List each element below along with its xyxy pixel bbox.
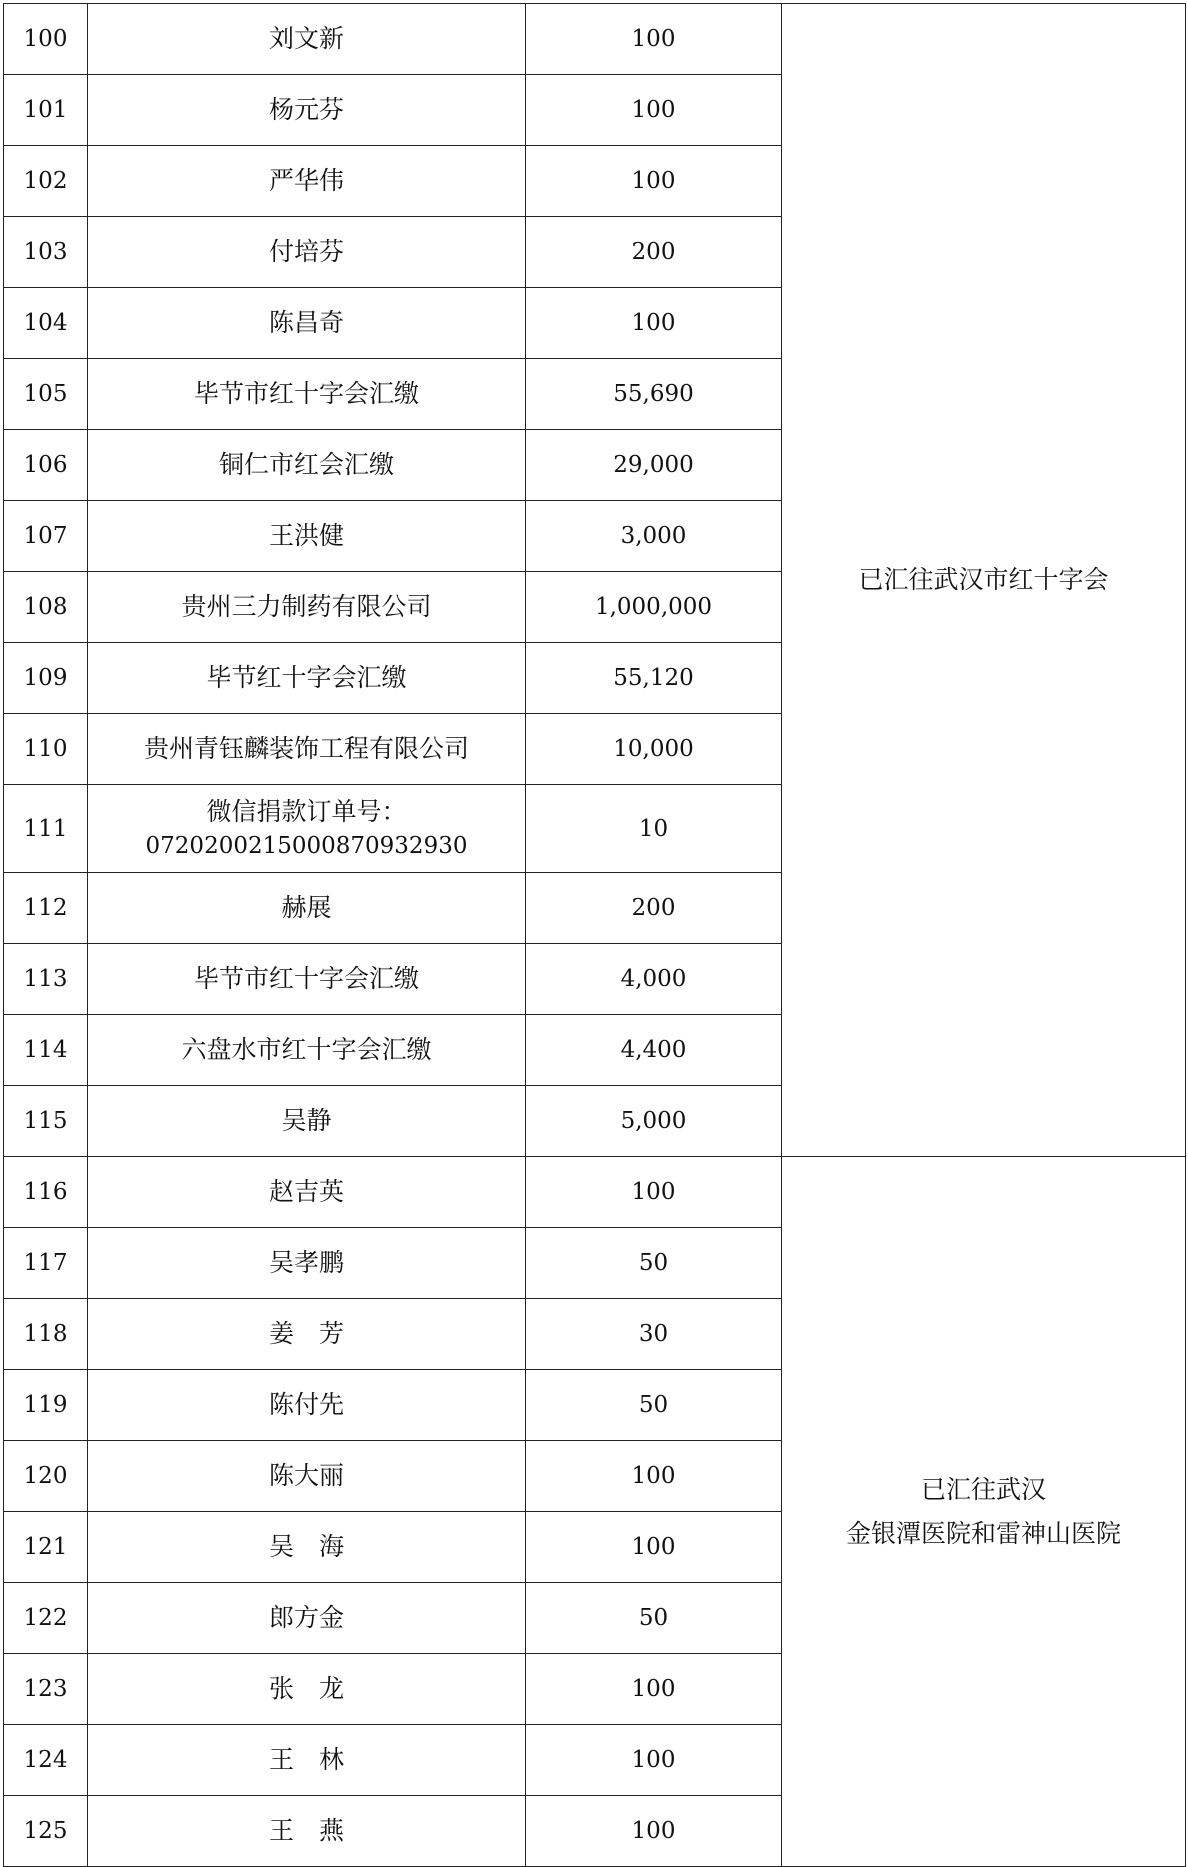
donor-name: 王洪健 (88, 501, 526, 572)
donation-amount: 5,000 (526, 1086, 782, 1157)
donation-table-body (4, 4, 1186, 1867)
donation-amount: 100 (526, 1796, 782, 1867)
row-number: 112 (4, 873, 88, 944)
donor-name: 杨元芬 (88, 75, 526, 146)
donation-amount: 55,690 (526, 359, 782, 430)
donation-table (3, 3, 1186, 1867)
remittance-note-line: 金银潭医院和雷神山医院 (845, 1518, 1121, 1548)
row-number: 104 (4, 288, 88, 359)
donation-amount: 100 (526, 1654, 782, 1725)
donation-amount: 4,400 (526, 1015, 782, 1086)
donor-name: 贵州三力制药有限公司 (88, 572, 526, 643)
row-number: 111 (4, 785, 88, 873)
donor-name: 毕节市红十字会汇缴 (88, 944, 526, 1015)
donation-amount: 55,120 (526, 643, 782, 714)
remittance-note-line: 已汇往武汉市红十字会 (858, 565, 1109, 594)
row-number: 114 (4, 1015, 88, 1086)
donor-name: 毕节红十字会汇缴 (88, 643, 526, 714)
donor-name: 张 龙 (88, 1654, 526, 1725)
donation-amount: 50 (526, 1370, 782, 1441)
donation-amount: 200 (526, 217, 782, 288)
donation-amount: 200 (526, 873, 782, 944)
row-number: 123 (4, 1654, 88, 1725)
donation-amount: 50 (526, 1228, 782, 1299)
row-number: 115 (4, 1086, 88, 1157)
donation-amount: 100 (526, 1157, 782, 1228)
order-number: 0720200215000870932930 (145, 832, 468, 859)
row-number: 105 (4, 359, 88, 430)
donation-amount: 50 (526, 1583, 782, 1654)
donor-name: 陈大丽 (88, 1441, 526, 1512)
donor-name: 吴静 (88, 1086, 526, 1157)
row-number: 103 (4, 217, 88, 288)
donor-name: 贵州青钰麟装饰工程有限公司 (88, 714, 526, 785)
row-number: 110 (4, 714, 88, 785)
donor-name: 赫展 (88, 873, 526, 944)
donor-name: 陈昌奇 (88, 288, 526, 359)
donor-name: 付培芬 (88, 217, 526, 288)
row-number: 101 (4, 75, 88, 146)
donation-amount: 30 (526, 1299, 782, 1370)
row-number: 108 (4, 572, 88, 643)
donor-name: 赵吉英 (88, 1157, 526, 1228)
row-number: 100 (4, 4, 88, 75)
row-number: 122 (4, 1583, 88, 1654)
donor-name: 吴孝鹏 (88, 1228, 526, 1299)
donation-amount: 100 (526, 1441, 782, 1512)
donor-name: 陈付先 (88, 1370, 526, 1441)
donation-amount: 100 (526, 1512, 782, 1583)
table-row (4, 4, 1186, 75)
donation-amount: 100 (526, 1725, 782, 1796)
donation-amount: 4,000 (526, 944, 782, 1015)
row-number: 106 (4, 430, 88, 501)
donation-amount: 3,000 (526, 501, 782, 572)
donor-name: 姜 芳 (88, 1299, 526, 1370)
row-number: 125 (4, 1796, 88, 1867)
donation-amount: 10 (526, 785, 782, 873)
donor-name: 六盘水市红十字会汇缴 (88, 1015, 526, 1086)
donation-amount: 29,000 (526, 430, 782, 501)
remittance-note (782, 1157, 1186, 1867)
donation-amount: 100 (526, 75, 782, 146)
row-number: 119 (4, 1370, 88, 1441)
donor-name-line: 微信捐款订单号： (206, 796, 407, 826)
donor-name: 铜仁市红会汇缴 (88, 430, 526, 501)
donor-name: 吴 海 (88, 1512, 526, 1583)
row-number: 102 (4, 146, 88, 217)
donor-name (88, 785, 526, 873)
row-number: 107 (4, 501, 88, 572)
row-number: 117 (4, 1228, 88, 1299)
remittance-note (782, 4, 1186, 1157)
row-number: 116 (4, 1157, 88, 1228)
row-number: 118 (4, 1299, 88, 1370)
donor-name: 刘文新 (88, 4, 526, 75)
row-number: 124 (4, 1725, 88, 1796)
row-number: 109 (4, 643, 88, 714)
row-number: 120 (4, 1441, 88, 1512)
donation-amount: 100 (526, 288, 782, 359)
donation-amount: 10,000 (526, 714, 782, 785)
table-row (4, 1157, 1186, 1228)
row-number: 121 (4, 1512, 88, 1583)
row-number: 113 (4, 944, 88, 1015)
donor-name: 王 林 (88, 1725, 526, 1796)
donor-name: 郎方金 (88, 1583, 526, 1654)
donor-name: 王 燕 (88, 1796, 526, 1867)
remittance-note-line: 已汇往武汉 (920, 1474, 1046, 1504)
donation-amount: 1,000,000 (526, 572, 782, 643)
donor-name: 毕节市红十字会汇缴 (88, 359, 526, 430)
donor-name: 严华伟 (88, 146, 526, 217)
donation-amount: 100 (526, 146, 782, 217)
donation-amount: 100 (526, 4, 782, 75)
